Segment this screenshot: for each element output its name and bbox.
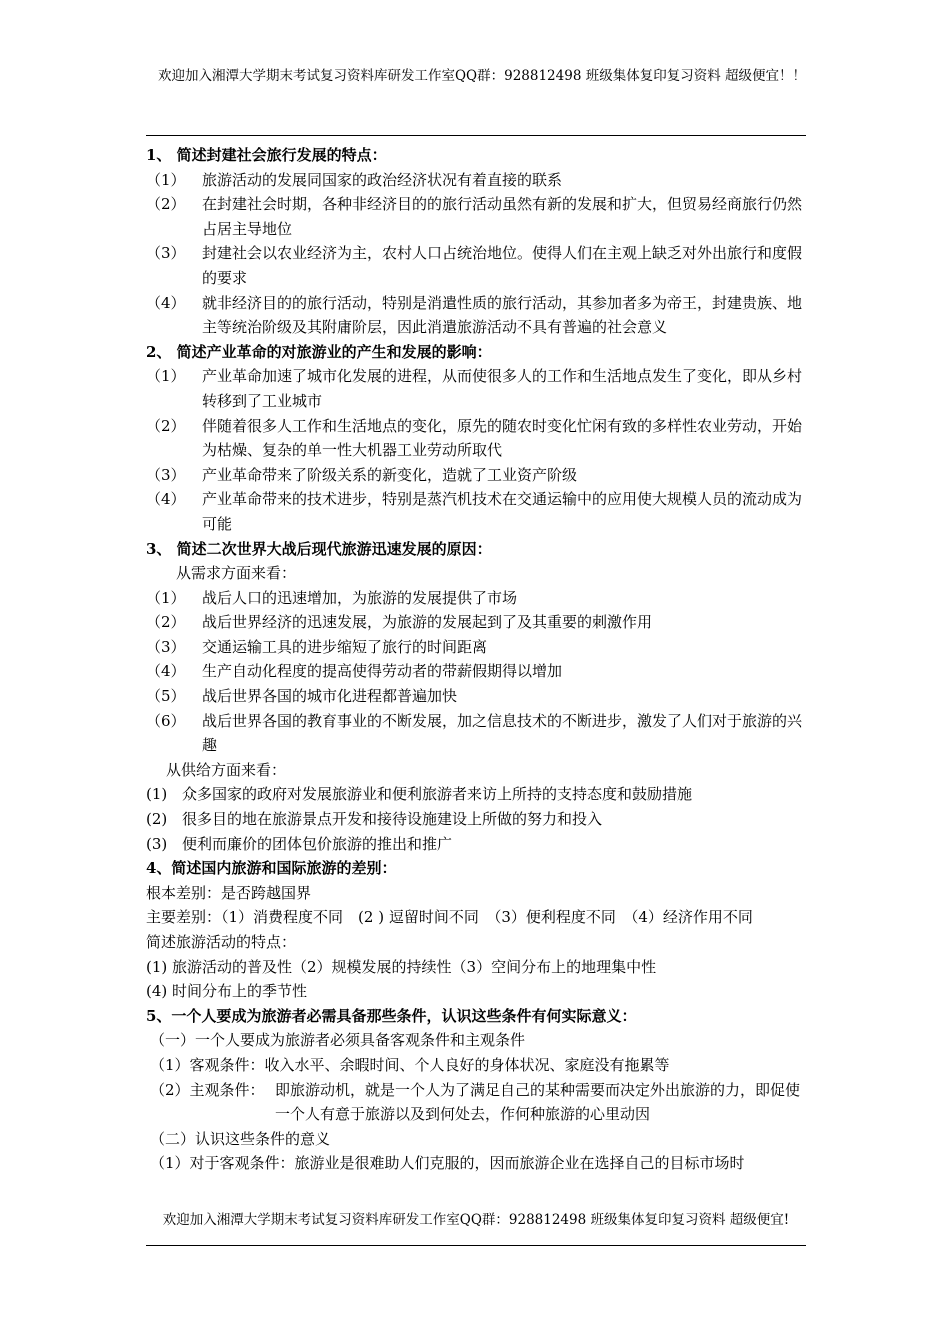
q4-main-difference: 主要差别：（1）消费程度不同 (2 ) 逗留时间不同 （3）便利程度不同 （4）经济作用不同 xyxy=(146,908,753,927)
list-item-text: 在封建社会时期，各种非经济目的的旅行活动虽然有新的发展和扩大，但贸易经商旅行仍然占居主导地位 xyxy=(202,195,803,238)
q5-subjective xyxy=(146,1078,806,1127)
header-rule xyxy=(146,135,806,136)
list-item-text: 众多国家的政府对发展旅游业和便利旅游者来访上所持的支持态度和鼓励措施 xyxy=(182,785,693,804)
list-item-number: (2) xyxy=(146,810,168,829)
q5-meaning1: （1）对于客观条件：旅游业是很难助人们克服的，因而旅游企业在选择自己的目标市场时 xyxy=(150,1154,745,1173)
list-item-number: （1） xyxy=(146,588,186,607)
list-item-text: 封建社会以农业经济为主，农村人口占统治地位。使得人们在主观上缺乏对外出旅行和度假的要求 xyxy=(202,244,803,287)
list-item-number: （3） xyxy=(146,244,186,263)
q3-supply-label: 从供给方面来看： xyxy=(166,760,287,779)
list-item-number: （6） xyxy=(146,711,186,730)
document-body xyxy=(146,143,806,1176)
list-item xyxy=(146,610,806,635)
q3-supply-list xyxy=(146,782,806,856)
list-item xyxy=(146,487,806,536)
list-item xyxy=(146,659,806,684)
list-item-text: 战后世界经济的迅速发展，为旅游的发展起到了及其重要的刺激作用 xyxy=(202,613,653,632)
list-item xyxy=(146,832,806,857)
q2-title: 2、 简述产业革命的对旅游业的产生和发展的影响： xyxy=(146,342,492,361)
q4-title: 4、简述国内旅游和国际旅游的差别： xyxy=(146,859,397,878)
q1-list xyxy=(146,168,806,340)
list-item-number: （3） xyxy=(146,465,186,484)
q3-demand-list xyxy=(146,586,806,758)
list-item xyxy=(146,782,806,807)
list-item xyxy=(146,709,806,758)
q5-part2: （二）认识这些条件的意义 xyxy=(150,1129,331,1148)
list-item xyxy=(146,807,806,832)
list-item-text: 就非经济目的的旅行活动，特别是消遣性质的旅行活动，其参加者多为帝王，封建贵族、地主等统治阶级及其附庸阶层，因此消遣旅游活动不具有普遍的社会意义 xyxy=(202,293,803,337)
list-item-text: 很多目的地在旅游景点开发和接待设施建设上所做的努力和投入 xyxy=(182,810,603,829)
list-item-text: 产业革命加速了城市化发展的进程，从而使很多人的工作和生活地点发生了变化，即从乡村转移到了工业城市 xyxy=(202,367,803,410)
q4-features-line1: (1) 旅游活动的普及性（2）规模发展的持续性（3）空间分布上的地理集中性 xyxy=(146,957,657,976)
list-item-number: （2） xyxy=(146,195,186,214)
list-item-text: 战后世界各国的教育事业的不断发展，加之信息技术的不断进步，激发了人们对于旅游的兴趣 xyxy=(202,711,803,755)
list-item-number: （3） xyxy=(146,637,186,656)
list-item-number: （1） xyxy=(146,170,186,189)
list-item xyxy=(146,684,806,709)
list-item-text: 生产自动化程度的提高使得劳动者的带薪假期得以增加 xyxy=(202,662,563,681)
list-item-text: 便利而廉价的团体包价旅游的推出和推广 xyxy=(182,834,453,853)
q4-basic-difference: 根本差别：是否跨越国界 xyxy=(146,883,312,902)
q5-objective: （1）客观条件：收入水平、余暇时间、个人良好的身体状况、家庭没有拖累等 xyxy=(150,1055,670,1074)
q5-part1: （一）一个人要成为旅游者必须具备客观条件和主观条件 xyxy=(150,1031,526,1050)
list-item-number: （4） xyxy=(146,293,186,312)
list-item-number: （4） xyxy=(146,662,186,681)
q4-features-line2: (4) 时间分布上的季节性 xyxy=(146,982,308,1001)
list-item xyxy=(146,192,806,241)
list-item-text: 伴随着很多人工作和生活地点的变化，原先的随农时变化忙闲有致的多样性农业劳动，开始为枯燥、复杂的单一性大机器工业劳动所取代 xyxy=(202,416,803,460)
page-footer: 欢迎加入湘潭大学期末考试复习资料库研发工作室QQ群：928812498 班级集体复印复习资料 超级便宜! xyxy=(162,1212,790,1228)
page-header: 欢迎加入湘潭大学期末考试复习资料库研发工作室QQ群：928812498 班级集体复印复习资料 超级便宜！！ xyxy=(157,68,806,84)
q3-title: 3、 简述二次世界大战后现代旅游迅速发展的原因： xyxy=(146,539,492,558)
list-item-number: (1) xyxy=(146,785,168,804)
list-item xyxy=(146,241,806,290)
list-item xyxy=(146,463,806,488)
list-item-text: 战后人口的迅速增加，为旅游的发展提供了市场 xyxy=(202,588,518,607)
list-item-number: （2） xyxy=(146,416,186,435)
list-item xyxy=(146,291,806,340)
list-item xyxy=(146,635,806,660)
list-item-number: （1） xyxy=(146,367,186,386)
q5-subjective-text: 即旅游动机，就是一个人为了满足自己的某种需要而决定外出旅游的力，即促使一个人有意于旅游以及到何处去，作何种旅游的心里动因 xyxy=(275,1080,801,1124)
q2-list xyxy=(146,364,806,536)
q3-demand-label: 从需求方面来看： xyxy=(176,564,297,583)
q1-title: 1、 简述封建社会旅行发展的特点： xyxy=(146,146,387,164)
footer-rule xyxy=(146,1245,806,1246)
list-item-number: (3) xyxy=(146,834,168,853)
list-item-number: （4） xyxy=(146,490,186,509)
list-item-text: 交通运输工具的进步缩短了旅行的时间距离 xyxy=(202,637,488,656)
list-item xyxy=(146,364,806,413)
q4-features-title: 简述旅游活动的特点： xyxy=(146,933,297,951)
q5-subjective-label: （2）主观条件： xyxy=(150,1080,265,1099)
list-item xyxy=(146,168,806,193)
q5-title: 5、一个人要成为旅游者必需具备那些条件，认识这些条件有何实际意义： xyxy=(146,1006,637,1025)
list-item-number: （2） xyxy=(146,613,186,632)
list-item-text: 产业革命带来了阶级关系的新变化，造就了工业资产阶级 xyxy=(202,465,578,484)
list-item-text: 旅游活动的发展同国家的政治经济状况有着直接的联系 xyxy=(202,170,563,189)
list-item-text: 产业革命带来的技术进步，特别是蒸汽机技术在交通运输中的应用使大规模人员的流动成为可能 xyxy=(202,490,803,533)
list-item-text: 战后世界各国的城市化进程都普遍加快 xyxy=(202,687,458,706)
list-item xyxy=(146,414,806,463)
list-item xyxy=(146,586,806,611)
list-item-number: （5） xyxy=(146,687,186,706)
